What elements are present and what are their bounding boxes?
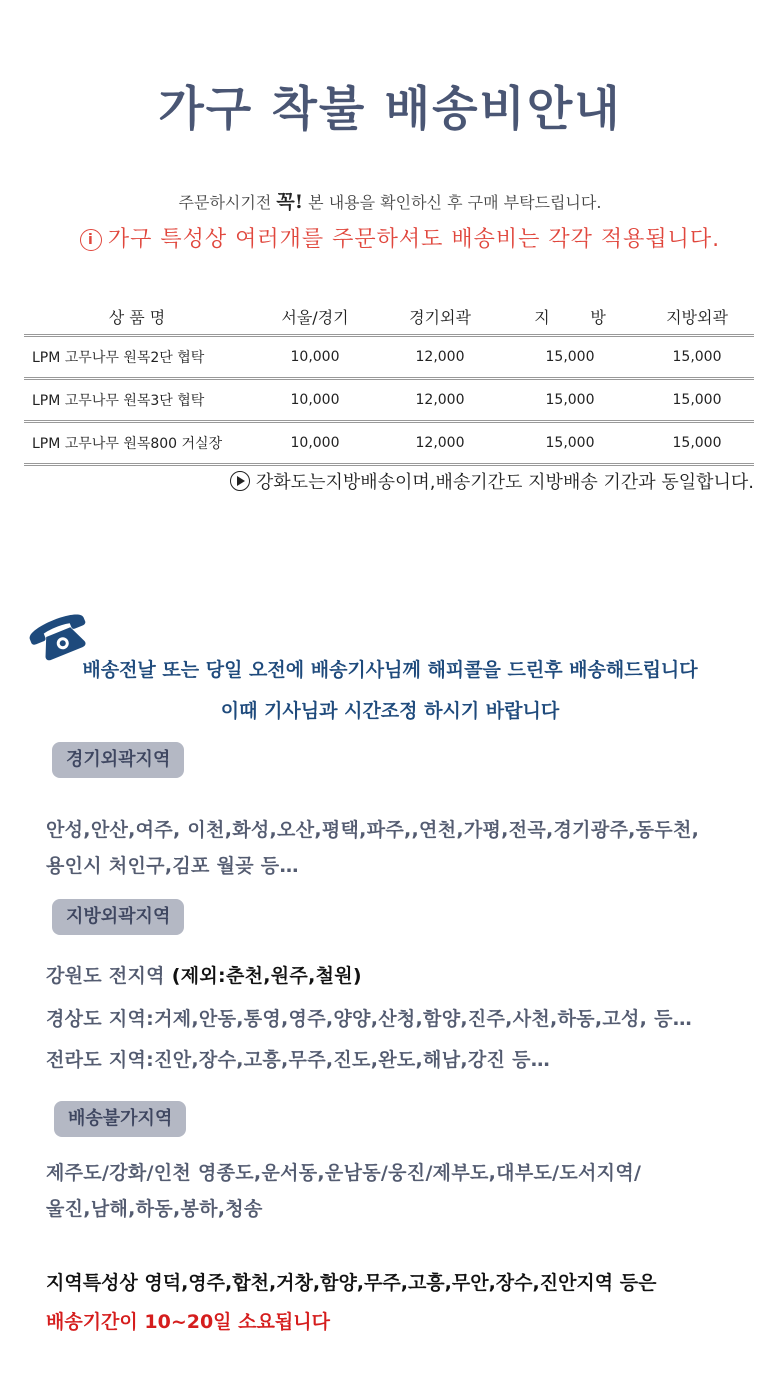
price-cell: 15,000 xyxy=(640,379,754,422)
gangwon-exceptions: (제외:춘천,원주,철원) xyxy=(171,965,362,987)
price-cell: 15,000 xyxy=(640,336,754,379)
gyeonggi-regions-line2: 용인시 처인구,김포 월곶 등… xyxy=(46,855,299,877)
ganghwa-note-text: 강화도는지방배송이며,배송기간도 지방배송 기간과 동일합니다. xyxy=(255,472,754,493)
no-delivery-regions-line2: 울진,남해,하동,봉하,청송 xyxy=(46,1198,263,1220)
shipping-fee-notice xyxy=(0,222,780,253)
no-delivery-tag: 배송불가지역 xyxy=(54,1101,186,1137)
ganghwa-note xyxy=(230,468,754,494)
price-cell: 12,000 xyxy=(380,336,500,379)
telephone-icon xyxy=(24,606,94,662)
price-cell: 12,000 xyxy=(380,379,500,422)
price-cell: 10,000 xyxy=(250,379,380,422)
subtitle-before: 주문하시기전 xyxy=(178,193,277,212)
header-seoul-gyeonggi: 서울/경기 xyxy=(281,307,349,327)
notice-text: 가구 특성상 여러개를 주문하셔도 배송비는 각각 적용됩니다. xyxy=(107,227,721,252)
special-delivery-period: 배송기간이 10~20일 소요됩니다 xyxy=(46,1311,330,1333)
table-header-row xyxy=(24,298,754,336)
happy-call-message-line1: 배송전날 또는 당일 오전에 배송기사님께 해피콜을 드린후 배송해드립니다 xyxy=(82,659,698,681)
price-cell: 12,000 xyxy=(380,422,500,465)
header-product-name: 상 품 명 xyxy=(108,307,166,327)
price-cell: 15,000 xyxy=(500,336,640,379)
happy-call-message-line2: 이때 기사님과 시간조정 하시기 바랍니다 xyxy=(220,700,560,722)
gyeonggi-outskirts-tag: 경기외곽지역 xyxy=(52,742,184,778)
gyeonggi-regions-line1: 안성,안산,여주, 이천,화성,오산,평택,파주,,연천,가평,전곡,경기광주,동두천, xyxy=(46,819,700,841)
price-cell: 15,000 xyxy=(500,422,640,465)
info-icon: i xyxy=(80,229,102,251)
subtitle-after: 본 내용을 확인하신 후 구매 부탁드립니다. xyxy=(303,193,602,212)
gangwon-label: 강원도 전지역 xyxy=(46,965,172,987)
table-row xyxy=(24,422,754,465)
special-regions-line1: 지역특성상 영덕,영주,합천,거창,함양,무주,고흥,무안,장수,진안지역 등은 xyxy=(46,1272,657,1294)
product-name-cell: LPM 고무나무 원목3단 협탁 xyxy=(24,379,250,422)
product-name-cell: LPM 고무나무 원목800 거실장 xyxy=(24,422,250,465)
table-row xyxy=(24,336,754,379)
arrow-right-icon xyxy=(230,471,250,491)
gyeongsang-regions: 경상도 지역:거제,안동,통영,영주,양양,산청,함양,진주,사천,하동,고성, 등… xyxy=(46,1008,693,1030)
shipping-fee-table xyxy=(24,298,754,466)
page-title: 가구 착불 배송비안내 xyxy=(158,82,622,137)
subtitle-emphasis: 꼭! xyxy=(276,191,304,213)
gangwon-regions xyxy=(46,961,362,988)
product-name-cell: LPM 고무나무 원목2단 협탁 xyxy=(24,336,250,379)
price-cell: 15,000 xyxy=(640,422,754,465)
price-cell: 10,000 xyxy=(250,422,380,465)
price-cell: 10,000 xyxy=(250,336,380,379)
header-province-outskirts: 지방외곽 xyxy=(666,307,728,327)
check-before-order-text xyxy=(0,187,780,214)
price-cell: 15,000 xyxy=(500,379,640,422)
no-delivery-regions-line1: 제주도/강화/인천 영종도,운서동,운남동/웅진/제부도,대부도/도서지역/ xyxy=(46,1162,642,1184)
province-outskirts-tag: 지방외곽지역 xyxy=(52,899,184,935)
header-province: 지 방 xyxy=(534,307,606,327)
table-row xyxy=(24,379,754,422)
header-gyeonggi-outskirts: 경기외곽 xyxy=(409,307,471,327)
jeolla-regions: 전라도 지역:진안,장수,고흥,무주,진도,완도,해남,강진 등… xyxy=(46,1049,551,1071)
